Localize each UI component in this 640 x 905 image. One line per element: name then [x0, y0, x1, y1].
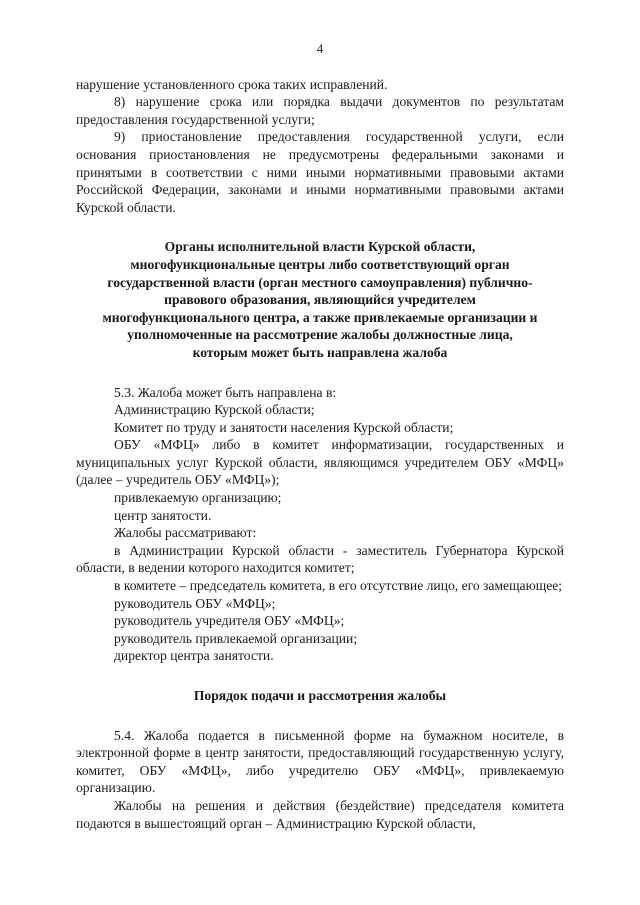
list-item: руководитель ОБУ «МФЦ»; — [114, 595, 276, 611]
paragraph-reviewer-admin: в Администрации Курской области - заместитель Губернатора Курской области, в ведении которого находится комитет; — [76, 542, 564, 576]
paragraph-5-4: 5.4. Жалоба подается в письменной форме на бумажном носителе, в электронной форме в центр занятости, предоставляющий государственную услугу, комитет, ОБУ «МФЦ», либо учредителю ОБУ «МФЦ», привлекаемую организацию. — [76, 727, 564, 796]
list-item: центр занятости. — [114, 507, 212, 523]
heading-line: которым может быть направлена жалоба — [192, 344, 448, 360]
paragraph-item-9: 9) приостановление предоставления государственной услуги, если основания приостановления не предусмотрены федеральными законами и принятыми в соответствии с ними иными нормативными правовыми актами Российской Федерации, законами и иными нормативными правовыми актами Курской области. — [76, 129, 564, 215]
heading-line: Органы исполнительной власти Курской области, — [164, 239, 476, 255]
list-item: руководитель учредителя ОБУ «МФЦ»; — [114, 613, 345, 629]
list-item: привлекаемую организацию; — [114, 490, 282, 506]
document-page — [76, 40, 564, 832]
paragraph-item-8: 8) нарушение срока или порядка выдачи документов по результатам предоставления государственной услуги; — [76, 94, 564, 127]
list-item: директор центра занятости. — [114, 648, 274, 664]
list-item: Администрацию Курской области; — [114, 402, 315, 418]
paragraph-5-3-intro: 5.3. Жалоба может быть направлена в: — [114, 384, 337, 400]
heading-line: многофункционального центра, а также привлекаемые организации и — [102, 309, 538, 325]
paragraph-mfc: ОБУ «МФЦ» либо в комитет информатизации, государственных и муниципальных услуг Курской области, являющимся учредителем ОБУ «МФЦ» (далее – учредитель ОБУ «МФЦ»); — [76, 437, 564, 488]
heading-line: государственной власти (орган местного самоуправления) публично- — [107, 274, 533, 290]
paragraph-reviewers-intro: Жалобы рассматривают: — [114, 525, 257, 541]
heading-line: многофункциональные центры либо соответствующий орган — [130, 256, 510, 272]
list-item: Комитет по труду и занятости населения Курской области; — [114, 419, 454, 435]
paragraph-reviewer-committee: в комитете – председатель комитета, в его отсутствие лицо, его замещающее; — [114, 578, 563, 594]
paragraph-continuation: нарушение установленного срока таких исправлений. — [76, 76, 388, 92]
heading-line: правового образования, являющийся учредителем — [164, 292, 476, 308]
section-heading-procedure: Порядок подачи и рассмотрения жалобы — [193, 688, 447, 703]
section-heading-authorities — [76, 238, 564, 361]
list-item: руководитель привлекаемой организации; — [114, 630, 358, 646]
page-number: 4 — [316, 41, 324, 56]
paragraph-complaints-chairman: Жалобы на решения и действия (бездействие) председателя комитета подаются в вышестоящий орган – Администрацию Курской области, — [76, 797, 564, 831]
heading-line: уполномоченные на рассмотрение жалобы должностные лица, — [127, 327, 513, 343]
